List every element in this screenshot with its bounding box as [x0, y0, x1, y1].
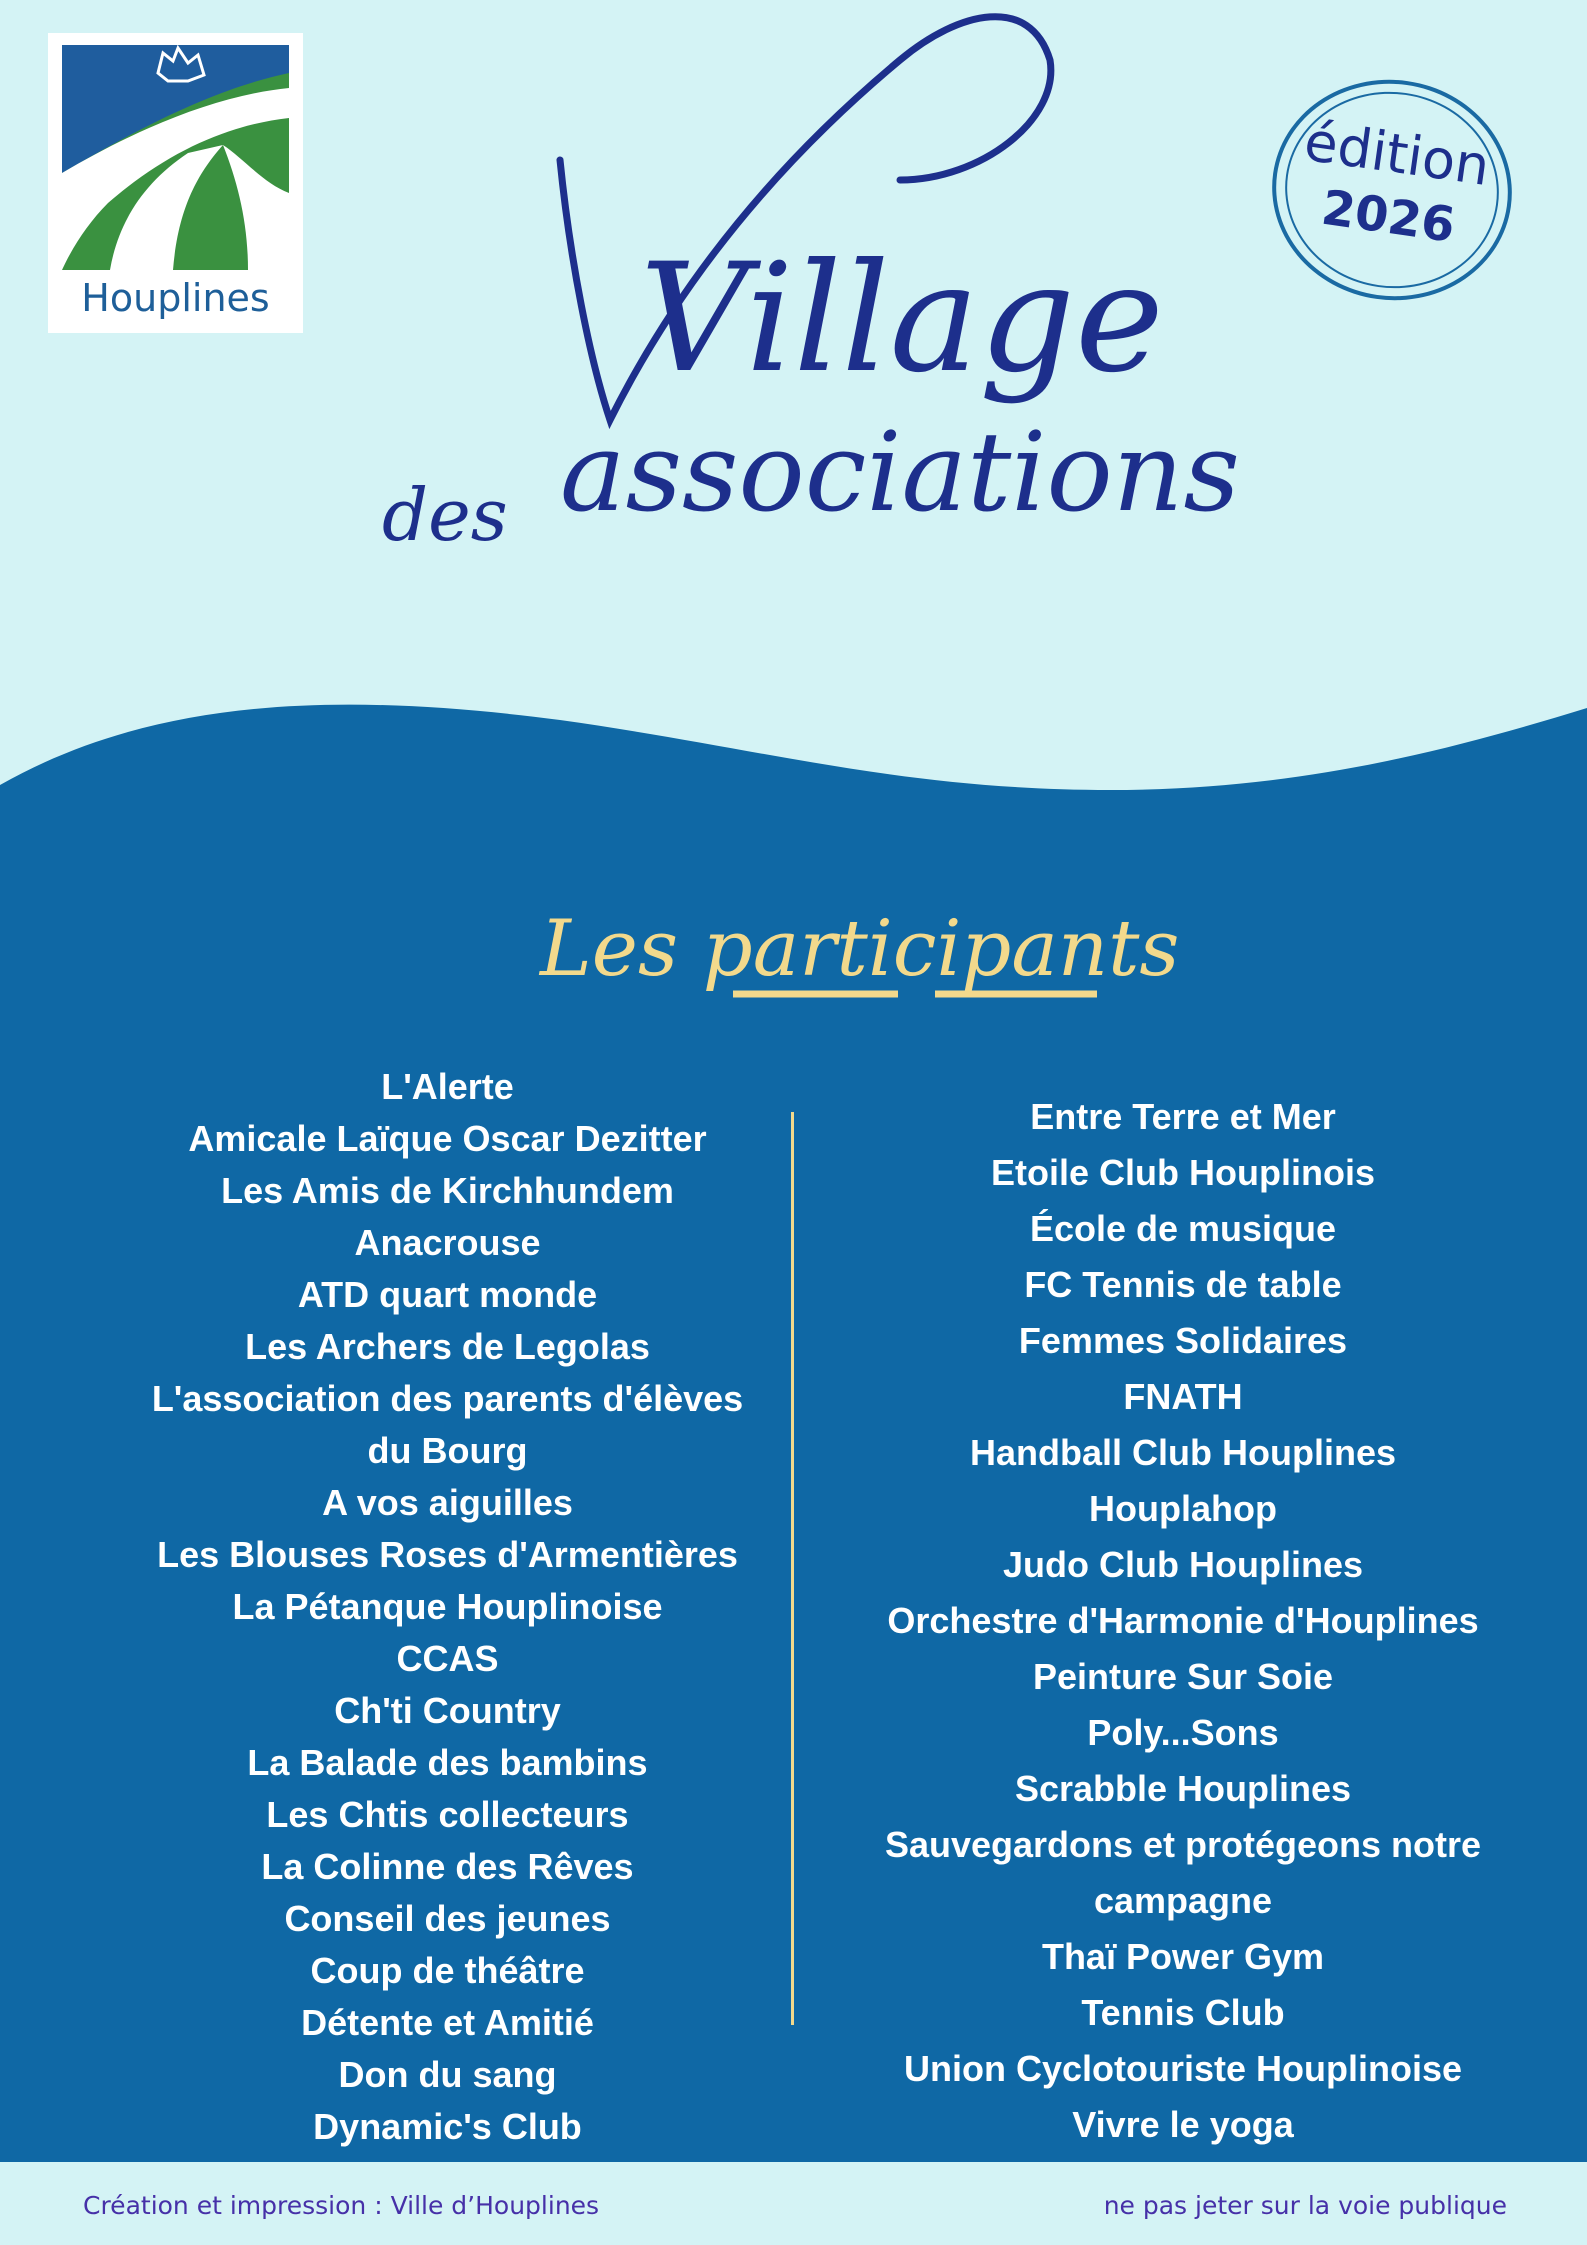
- participant-item: Houplahop: [1089, 1488, 1277, 1529]
- footer-credit: Création et impression : Ville d’Houplines: [83, 2191, 600, 2220]
- participant-item: Don du sang: [338, 2054, 557, 2095]
- participant-item: Peinture Sur Soie: [1032, 1656, 1334, 1697]
- participant-item: FNATH: [1123, 1376, 1243, 1417]
- participant-item: Amicale Laïque Oscar Dezitter: [188, 1118, 707, 1159]
- participant-item: École de musique: [1029, 1208, 1337, 1249]
- stamp-year: 2026: [1318, 179, 1459, 254]
- logo-text: Houplines: [81, 276, 270, 320]
- title-des: des: [382, 473, 508, 557]
- participant-item: A vos aiguilles: [322, 1482, 573, 1523]
- participant-item: Anacrouse: [354, 1222, 541, 1263]
- participant-item: L'association des parents d'élèves: [151, 1378, 744, 1419]
- participant-item: Orchestre d'Harmonie d'Houplines: [887, 1600, 1479, 1641]
- participant-item: Judo Club Houplines: [1003, 1544, 1363, 1585]
- participant-item: CCAS: [396, 1638, 499, 1679]
- participant-item: Vivre le yoga: [1072, 2104, 1294, 2145]
- participant-item: Coup de théâtre: [310, 1950, 585, 1991]
- participants-right-column: [818, 1089, 1548, 2153]
- participant-item: du Bourg: [367, 1430, 528, 1471]
- participant-item: Sauvegardons et protégeons notre: [884, 1824, 1482, 1865]
- participant-item: Ch'ti Country: [334, 1690, 561, 1731]
- participant-item: La Balade des bambins: [247, 1742, 648, 1783]
- title-line2: associations: [560, 408, 1240, 536]
- participant-item: L'Alerte: [381, 1066, 514, 1107]
- participant-item: Union Cyclotouriste Houplinoise: [903, 2048, 1463, 2089]
- participants-left-column: [95, 1061, 800, 2153]
- footer-notice: ne pas jeter sur la voie publique: [1103, 2191, 1507, 2220]
- participant-item: Poly...Sons: [1087, 1712, 1279, 1753]
- participant-item: Conseil des jeunes: [284, 1898, 611, 1939]
- participant-item: Les Blouses Roses d'Armentières: [157, 1534, 738, 1575]
- stamp-word: édition: [1300, 109, 1494, 198]
- participant-item: FC Tennis de table: [1024, 1264, 1342, 1305]
- participant-item: Handball Club Houplines: [969, 1432, 1396, 1473]
- subtitle: Les participants: [540, 904, 1180, 994]
- participant-item: Les Archers de Legolas: [245, 1326, 650, 1367]
- participant-item: campagne: [1093, 1880, 1273, 1921]
- participant-item: Tennis Club: [1081, 1992, 1285, 2033]
- participant-item: La Pétanque Houplinoise: [232, 1586, 663, 1627]
- participant-item: La Colinne des Rêves: [261, 1846, 634, 1887]
- participant-item: ATD quart monde: [297, 1274, 598, 1315]
- participant-item: Thaï Power Gym: [1041, 1936, 1325, 1977]
- participant-item: Femmes Solidaires: [1018, 1320, 1348, 1361]
- participant-item: Entre Terre et Mer: [1030, 1096, 1336, 1137]
- participant-item: Les Chtis collecteurs: [266, 1794, 629, 1835]
- participant-item: Scrabble Houplines: [1014, 1768, 1352, 1809]
- participant-item: Les Amis de Kirchhundem: [221, 1170, 674, 1211]
- title-line1: Village: [640, 232, 1164, 406]
- participant-item: Dynamic's Club: [313, 2106, 582, 2147]
- subtitle-block: [0, 0, 1587, 1040]
- participant-item: Etoile Club Houplinois: [991, 1152, 1375, 1193]
- participant-item: Détente et Amitié: [301, 2002, 594, 2043]
- column-divider: [791, 1112, 794, 2025]
